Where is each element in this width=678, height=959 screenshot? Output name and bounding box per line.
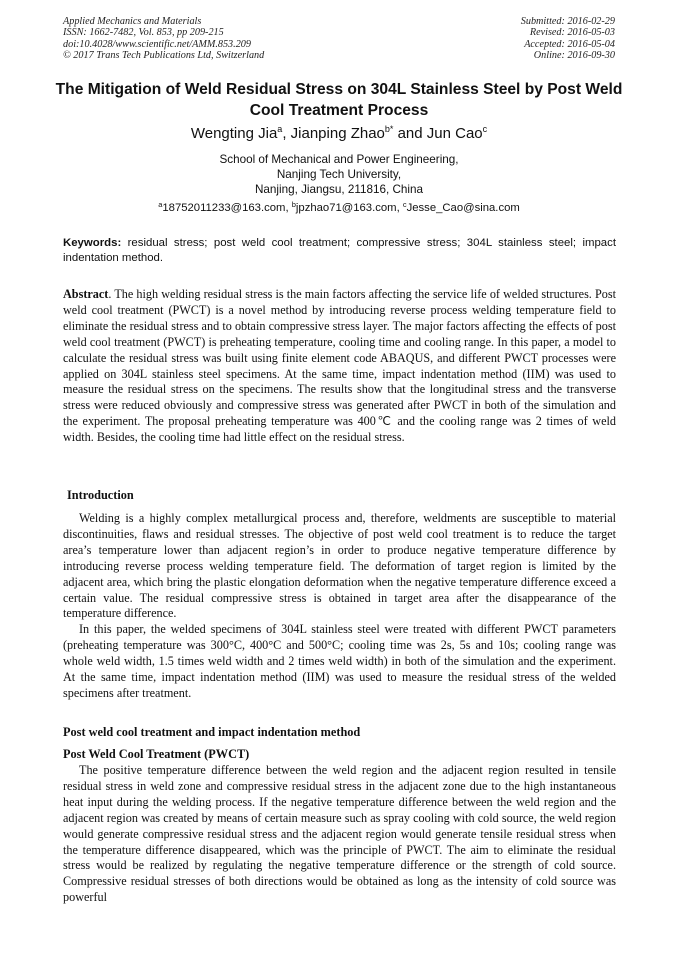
date-online: Online: 2016-09-30 — [533, 49, 615, 61]
author-email: jpzhao71@163.com — [295, 202, 397, 214]
section-paragraph: The positive temperature difference between the weld region and the adjacent region resulted in tensile residual stress in weld zone and compressive residual stress in the adjacent zone due to the high instantaneous heat input during the welding process. If the negative temperature difference between the weld region and the adjacent region was created by means of certain measure such as spray cooling with cold source, the weld region would generate compressive residual stress and the adjacent region would generate tensile residual stress when the temperature difference disappeared, which was the principle of PWCT. The aim to eliminate the residual stress would be realized by regulating the negative temperature difference or the strength of cold source. Compressive residual stresses of both directions would be obtained as long as the intensity of cold source was powerful — [63, 763, 616, 905]
affiliation-line: School of Mechanical and Power Engineering, — [219, 153, 459, 166]
author-email: Jesse_Cao@sina.com — [406, 202, 520, 214]
email-mark: a — [158, 200, 163, 209]
introduction-paragraph: In this paper, the welded specimens of 304L stainless steel were treated with different PWCT parameters (preheating temperature was 300°C, 400°C and 500°C; cooling time was 2s, 5s and 10s; cooling range was whole weld width, 1.5 times weld width and 2 times weld width) in both of the simulation and the experiment. At the same time, impact indentation method (IIM) was used to measure the residual stress of the welded specimens after treatment. — [63, 622, 616, 700]
paper-title: The Mitigation of Weld Residual Stress on 304L Stainless Steel by Post Weld Cool Treatment Process — [55, 81, 623, 119]
journal-issn: ISSN: 1662-7482, Vol. 853, pp 209-215 — [63, 27, 224, 39]
introduction-heading: Introduction — [67, 488, 134, 502]
journal-info — [63, 16, 264, 61]
keywords-label: Keywords: — [63, 237, 122, 249]
abstract-text: . The high welding residual stress is the main factors affecting the service life of welded structures. Post weld cool treatment (PWCT) is a novel method by introducing reverse process welding temperature field to eliminate the residual stress and to obtain compressive stress layer. The major factors affecting the effects of post weld cool treatment (PWCT) is preheating temperature, cooling time and cooling range. In this paper, a model to calculate the residual stress was built using finite element code ABAQUS, and different PWCT processes were applied on 304L stainless steel specimens. At the same time, impact indentation method (IIM) was used to measure the residual stress on the specimens. The results show that the longitudinal stress and the transverse stress were reduced obviously and compressive stress was generated after PWCT in both of the simulation and the experiment. The proposal preheating temperature was 400℃ and the cooling range was 2 times of weld width. Besides, the cooling time had little effect on the residual stress. — [63, 287, 616, 445]
author-affiliation-mark: c — [482, 124, 488, 134]
date-submitted: Submitted: 2016-02-29 — [520, 16, 615, 27]
author-name: Jun Cao — [426, 125, 483, 142]
author-name: Wengting Jia — [190, 125, 278, 142]
journal-name: Applied Mechanics and Materials — [63, 16, 202, 27]
author-list — [40, 124, 638, 144]
author-affiliation-mark: a — [277, 124, 283, 134]
introduction-paragraph: Welding is a highly complex metallurgical process and, therefore, weldments are susceptible to material discontinuities, flaws and residual stresses. The objective of post weld cool treatment is to reduce the target area’s temperature lower than adjacent region’s in order to produce negative temperature difference by introducing reverse process welding temperature field. The deformation of target region is limited by the adjacent area, which bring the plastic elongation deformation when the negative temperature difference exceed a certain value. The residual compressive stress is obtained in target area after the disappearance of the temperature difference. — [63, 511, 616, 621]
affiliation-line: Nanjing Tech University, — [276, 168, 402, 181]
date-accepted: Accepted: 2016-05-04 — [524, 38, 615, 50]
abstract-label: Abstract — [63, 287, 109, 301]
author-affiliation-mark: b* — [384, 124, 394, 134]
author-separator: , — [282, 125, 291, 142]
section-heading: Post weld cool treatment and impact indentation method — [63, 725, 361, 739]
author-name: Jianping Zhao — [290, 125, 385, 142]
date-revised: Revised: 2016-05-03 — [529, 27, 615, 39]
affiliation-line: Nanjing, Jiangsu, 211816, China — [254, 183, 424, 196]
author-affiliation — [40, 152, 638, 197]
journal-copyright: © 2017 Trans Tech Publications Ltd, Switzerland — [63, 49, 265, 61]
author-emails: $^a$18752011233@163.com, $^b$jpzhao71@163.com, $^c$Jesse_Cao@sina.com — [158, 200, 520, 214]
author-email: 18752011233@163.com — [162, 202, 286, 214]
keywords — [63, 236, 616, 266]
abstract — [63, 287, 616, 446]
email-mark: b — [291, 200, 296, 209]
publication-dates — [521, 16, 615, 61]
journal-doi: doi:10.4028/www.scientific.net/AMM.853.209 — [63, 38, 251, 50]
email-mark: c — [402, 200, 407, 209]
subsection-heading: Post Weld Cool Treatment (PWCT) — [63, 747, 250, 761]
author-separator: and — [393, 125, 427, 142]
keywords-text: residual stress; post weld cool treatment; compressive stress; 304L stainless steel; impact indentation method. — [63, 237, 616, 264]
